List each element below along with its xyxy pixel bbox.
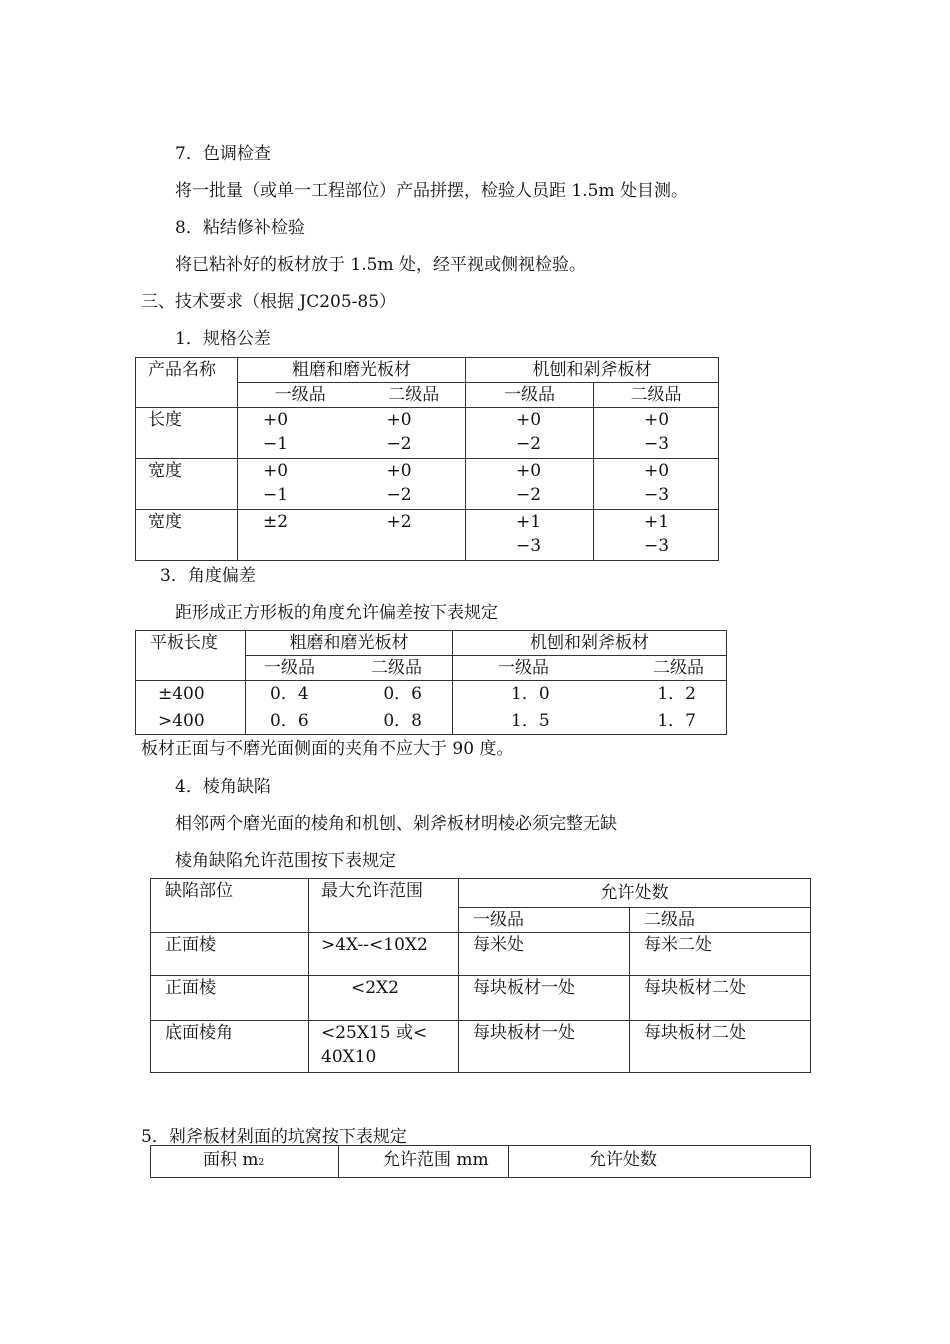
row-part: 正面棱 [151,976,309,1021]
cell-value: +0 [386,461,412,481]
row-label: >400 [136,708,246,735]
cell-value: −3 [644,485,670,505]
table-row [136,510,719,561]
cell-value: +0 [386,410,412,430]
cell-value: ±2 [263,512,289,532]
heading-bond-repair: 8．粘结修补检验 [175,218,305,238]
paragraph-color-check: 将一批量（或单一工程部位）产品拼摆，检验人员距 1.5m 处目测。 [175,181,688,201]
cell-value: −3 [516,536,542,556]
table-row [136,459,719,510]
cell-value: −2 [516,434,542,454]
header-group-b: 机刨和剁斧板材 [466,358,719,383]
cell-value: 0．6 [270,711,309,731]
cell-value: −2 [386,485,412,505]
header-plate-length: 平板长度 [136,631,246,681]
heading-spec-tolerance: 1．规格公差 [175,329,271,349]
table-row [151,976,811,1021]
header-allowed-count: 允许处数 [459,879,811,908]
header-grade2-b: 二级品 [653,658,704,678]
heading-pits: 5．剁斧板材剁面的坑窝按下表规定 [141,1127,407,1147]
cell-value: −2 [386,434,412,454]
cell-value: 0．8 [383,711,422,731]
row-grade1: 每块板材一处 [459,976,630,1021]
header-grade1-b: 一级品 [466,383,594,408]
table-row [136,681,727,709]
cell-value: −2 [516,485,542,505]
header-count: 允许处数 [509,1146,811,1178]
cell-value: +1 [516,512,542,532]
header-area: 面积 m2 [151,1146,339,1178]
cell-value: +1 [644,512,670,532]
row-max: <2X2 [309,976,459,1021]
cell-value: −1 [263,434,289,454]
cell-value: 0．4 [270,684,309,704]
cell-value: −3 [644,434,670,454]
row-label: 长度 [136,408,238,459]
cell-value: +0 [644,410,670,430]
row-grade2: 每块板材二处 [630,1021,811,1073]
header-grade1: 一级品 [459,908,630,933]
header-defect-part: 缺陷部位 [151,879,309,933]
heading-edge-defects: 4．棱角缺陷 [175,777,271,797]
row-max-line2: 40X10 [321,1047,377,1067]
cell-value: −3 [644,536,670,556]
header-grade1-a: 一级品 [264,658,315,678]
header-product-name: 产品名称 [136,358,238,408]
row-label: 宽度 [136,510,238,561]
cell-value: +0 [263,461,289,481]
angle-deviation-table [135,630,727,735]
header-grade1-b: 一级品 [498,658,549,678]
header-grade2-b: 二级品 [594,383,719,408]
header-grade2-a: 二级品 [363,383,466,408]
cell-value: 1．2 [657,684,696,704]
row-part: 正面棱 [151,933,309,976]
header-max-range: 最大允许范围 [309,879,459,933]
header-group-b: 机刨和剁斧板材 [453,631,727,656]
cell-value: −1 [263,485,289,505]
paragraph-angle-deviation: 距形成正方形板的角度允许偏差按下表规定 [175,603,498,623]
table-row [136,408,719,459]
header-grade1-a: 一级品 [238,383,363,408]
row-label: ±400 [136,681,246,709]
cell-value: +2 [386,512,412,532]
row-grade1: 每块板材一处 [459,1021,630,1073]
cell-value: 1．7 [657,711,696,731]
cell-value: +0 [516,410,542,430]
header-grade2: 二级品 [630,908,811,933]
section-title-tech-req: 三、技术要求（根据 JC205-85） [141,292,397,312]
row-grade1: 每米处 [459,933,630,976]
cell-value: +0 [263,410,289,430]
cell-value: +0 [516,461,542,481]
pit-table [150,1145,811,1178]
paragraph-angle-note: 板材正面与不磨光面侧面的夹角不应大于 90 度。 [141,739,514,759]
row-part: 底面棱角 [151,1021,309,1073]
header-range: 允许范围 mm [339,1146,509,1178]
cell-value: 1．5 [511,711,550,731]
header-grade2-a: 二级品 [371,658,422,678]
row-label: 宽度 [136,459,238,510]
spec-tolerance-table [135,357,719,561]
cell-value: +0 [644,461,670,481]
row-max: >4X--<10X2 [309,933,459,976]
table-row [136,708,727,735]
row-grade2: 每块板材二处 [630,976,811,1021]
heading-color-check: 7．色调检查 [175,144,271,164]
edge-defect-table [150,878,811,1073]
table-row [151,933,811,976]
row-max: <25X15 或< [321,1023,428,1043]
paragraph-bond-repair: 将已粘补好的板材放于 1.5m 处，经平视或侧视检验。 [175,255,586,275]
cell-value: 1．0 [511,684,550,704]
paragraph-edge-defects-2: 棱角缺陷允许范围按下表规定 [175,851,396,871]
paragraph-edge-defects-1: 相邻两个磨光面的棱角和机刨、剁斧板材明棱必须完整无缺 [175,814,617,834]
header-group-a: 粗磨和磨光板材 [238,358,466,383]
cell-value: 0．6 [383,684,422,704]
heading-angle-deviation: 3．角度偏差 [160,566,256,586]
row-grade2: 每米二处 [630,933,811,976]
table-row [151,1021,811,1073]
header-group-a: 粗磨和磨光板材 [246,631,453,656]
